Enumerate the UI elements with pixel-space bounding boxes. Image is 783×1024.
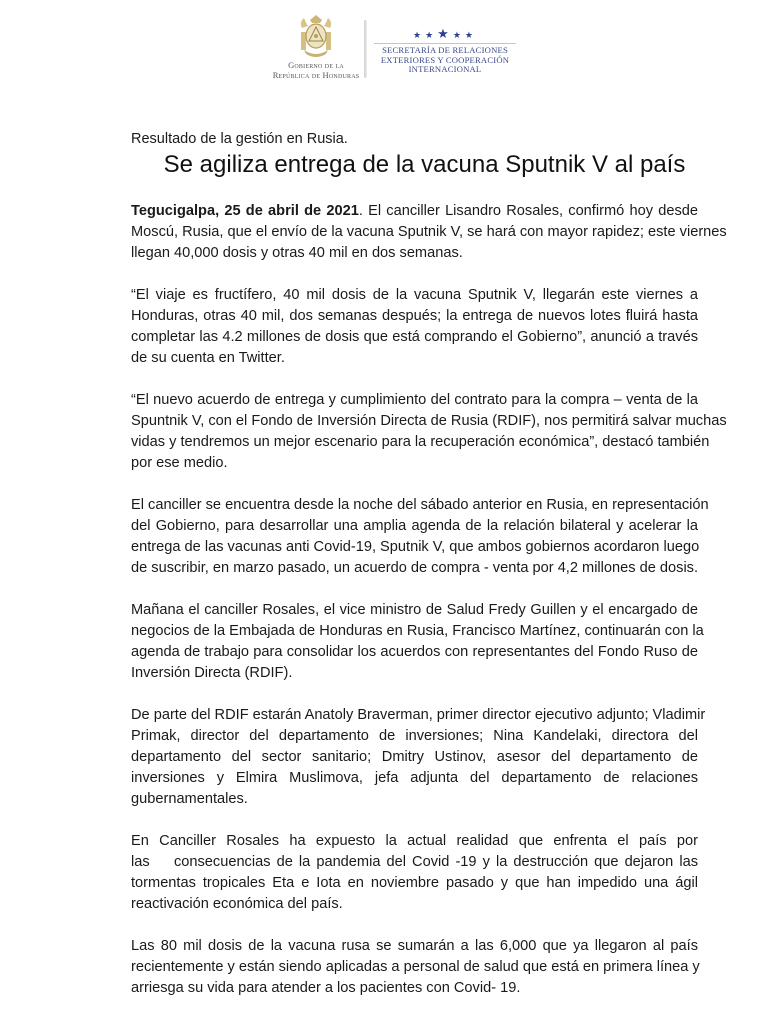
paragraph-line: vidas y tendremos un mejor escenario para la recuperación económica”, destacó también <box>131 434 710 450</box>
paragraph-line: Inversión Directa (RDIF). <box>131 665 293 681</box>
ministry-logo <box>372 28 518 75</box>
press-release <box>131 130 727 999</box>
paragraph-line: de suscribir, en marzo pasado, un acuerdo de compra - venta por 4,2 millones de dosis. <box>131 560 699 576</box>
letterhead <box>0 0 783 100</box>
headline: Se agiliza entrega de la vacuna Sputnik V al país <box>163 151 686 178</box>
paragraph-line: del Gobierno, para desarrollar una amplia agenda de la relación bilateral y acelerar la <box>131 518 698 534</box>
paragraph-line: departamento del sector sanitario; Dmitry Ustinov, asesor del departamento de <box>131 749 698 765</box>
paragraph-line: En Canciller Rosales ha expuesto la actual realidad que enfrenta el país por <box>131 833 698 849</box>
paragraph-line: reactivación económica del país. <box>131 896 343 912</box>
paragraph-4 <box>131 495 709 579</box>
paragraph-line: entrega de las vacunas anti Covid-19, Sputnik V, que ambos gobiernos acordaron luego <box>131 539 700 555</box>
logo-divider <box>364 20 367 78</box>
ministry-name-line1: SECRETARÍA DE RELACIONES <box>382 45 508 55</box>
paragraph-8 <box>131 936 698 999</box>
paragraph-line: completar las 4.2 millones de dosis que está comprando el Gobierno”, anunció a través <box>131 329 698 345</box>
paragraph-line: De parte del RDIF estarán Anatoly Braverman, primer director ejecutivo adjunto; Vladimir <box>131 707 706 723</box>
ministry-name-line2: EXTERIORES Y COOPERACIÓN <box>380 54 510 65</box>
paragraph-line: por ese medio. <box>131 455 228 471</box>
paragraph-line: “El viaje es fructífero, 40 mil dosis de la vacuna Sputnik V, llegarán este viernes a <box>131 287 698 303</box>
government-logo <box>266 14 366 84</box>
paragraph-line: agenda de trabajo para consolidar los acuerdos con representantes del Fondo Ruso de <box>131 644 698 660</box>
ministry-logo-rule <box>374 43 516 44</box>
paragraph-line: tormentas tropicales Eta e Iota en noviembre pasado y que han impedido una ágil <box>131 875 698 891</box>
paragraph-line: negocios de la Embajada de Honduras en Rusia, Francisco Martínez, continuarán con la <box>131 623 704 639</box>
paragraph-1 <box>131 201 727 264</box>
paragraph-5 <box>131 600 704 684</box>
paragraph-line: Mañana el canciller Rosales, el vice ministro de Salud Fredy Guillen y el encargado de <box>131 602 698 618</box>
paragraph-line: “El nuevo acuerdo de entrega y cumplimiento del contrato para la compra – venta de la <box>131 392 698 408</box>
paragraph-6 <box>131 705 706 810</box>
paragraph-line: inversiones y Elmira Muslimova, jefa adjunta del departamento de relaciones <box>131 770 698 786</box>
paragraph-line: llegan 40,000 dosis y otras 40 mil en dos semanas. <box>131 245 463 261</box>
paragraph-7 <box>131 831 698 915</box>
paragraph-line: las consecuencias de la pandemia del Covid -19 y la destrucción que dejaron las <box>131 854 698 870</box>
ministry-name-line3: INTERNACIONAL <box>408 64 482 74</box>
paragraph-3 <box>131 390 727 474</box>
paragraph-line: Tegucigalpa, 25 de abril de 2021. El canciller Lisandro Rosales, confirmó hoy desde <box>131 203 698 219</box>
paragraph-line: de su cuenta en Twitter. <box>131 350 285 366</box>
paragraph-2 <box>131 285 698 369</box>
paragraph-line: El canciller se encuentra desde la noche del sábado anterior en Rusia, en representación <box>131 497 709 513</box>
five-stars-icon: ★★★★★ <box>413 26 477 41</box>
coat-of-arms-icon <box>296 14 336 60</box>
government-name-line2: República de Honduras <box>272 70 360 80</box>
paragraph-line: gubernamentales. <box>131 791 248 807</box>
paragraph-line: Moscú, Rusia, que el envío de la vacuna Sputnik V, se hará con mayor rapidez; este viernes <box>131 224 727 240</box>
paragraph-line: Spuntnik V, con el Fondo de Inversión Directa de Rusia (RDIF), nos permitirá salvar muchas <box>131 413 727 429</box>
paragraph-line: arriesga su vida para atender a los pacientes con Covid- 19. <box>131 980 521 996</box>
kicker: Resultado de la gestión en Rusia. <box>131 131 348 147</box>
paragraph-line: Primak, director del departamento de inversiones; Nina Kandelaki, directora del <box>131 728 698 744</box>
dateline: Tegucigalpa, 25 de abril de 2021 <box>131 203 359 219</box>
paragraph-line: Honduras, otras 40 mil, dos semanas después; la entrega de nuevos lotes fluirá hasta <box>131 308 698 324</box>
paragraph-line: Las 80 mil dosis de la vacuna rusa se sumarán a las 6,000 que ya llegaron al país <box>131 938 698 954</box>
paragraph-line: recientemente y están siendo aplicadas a personal de salud que está en primera línea y <box>131 959 700 975</box>
government-name-line1: Gobierno de la <box>288 60 344 70</box>
